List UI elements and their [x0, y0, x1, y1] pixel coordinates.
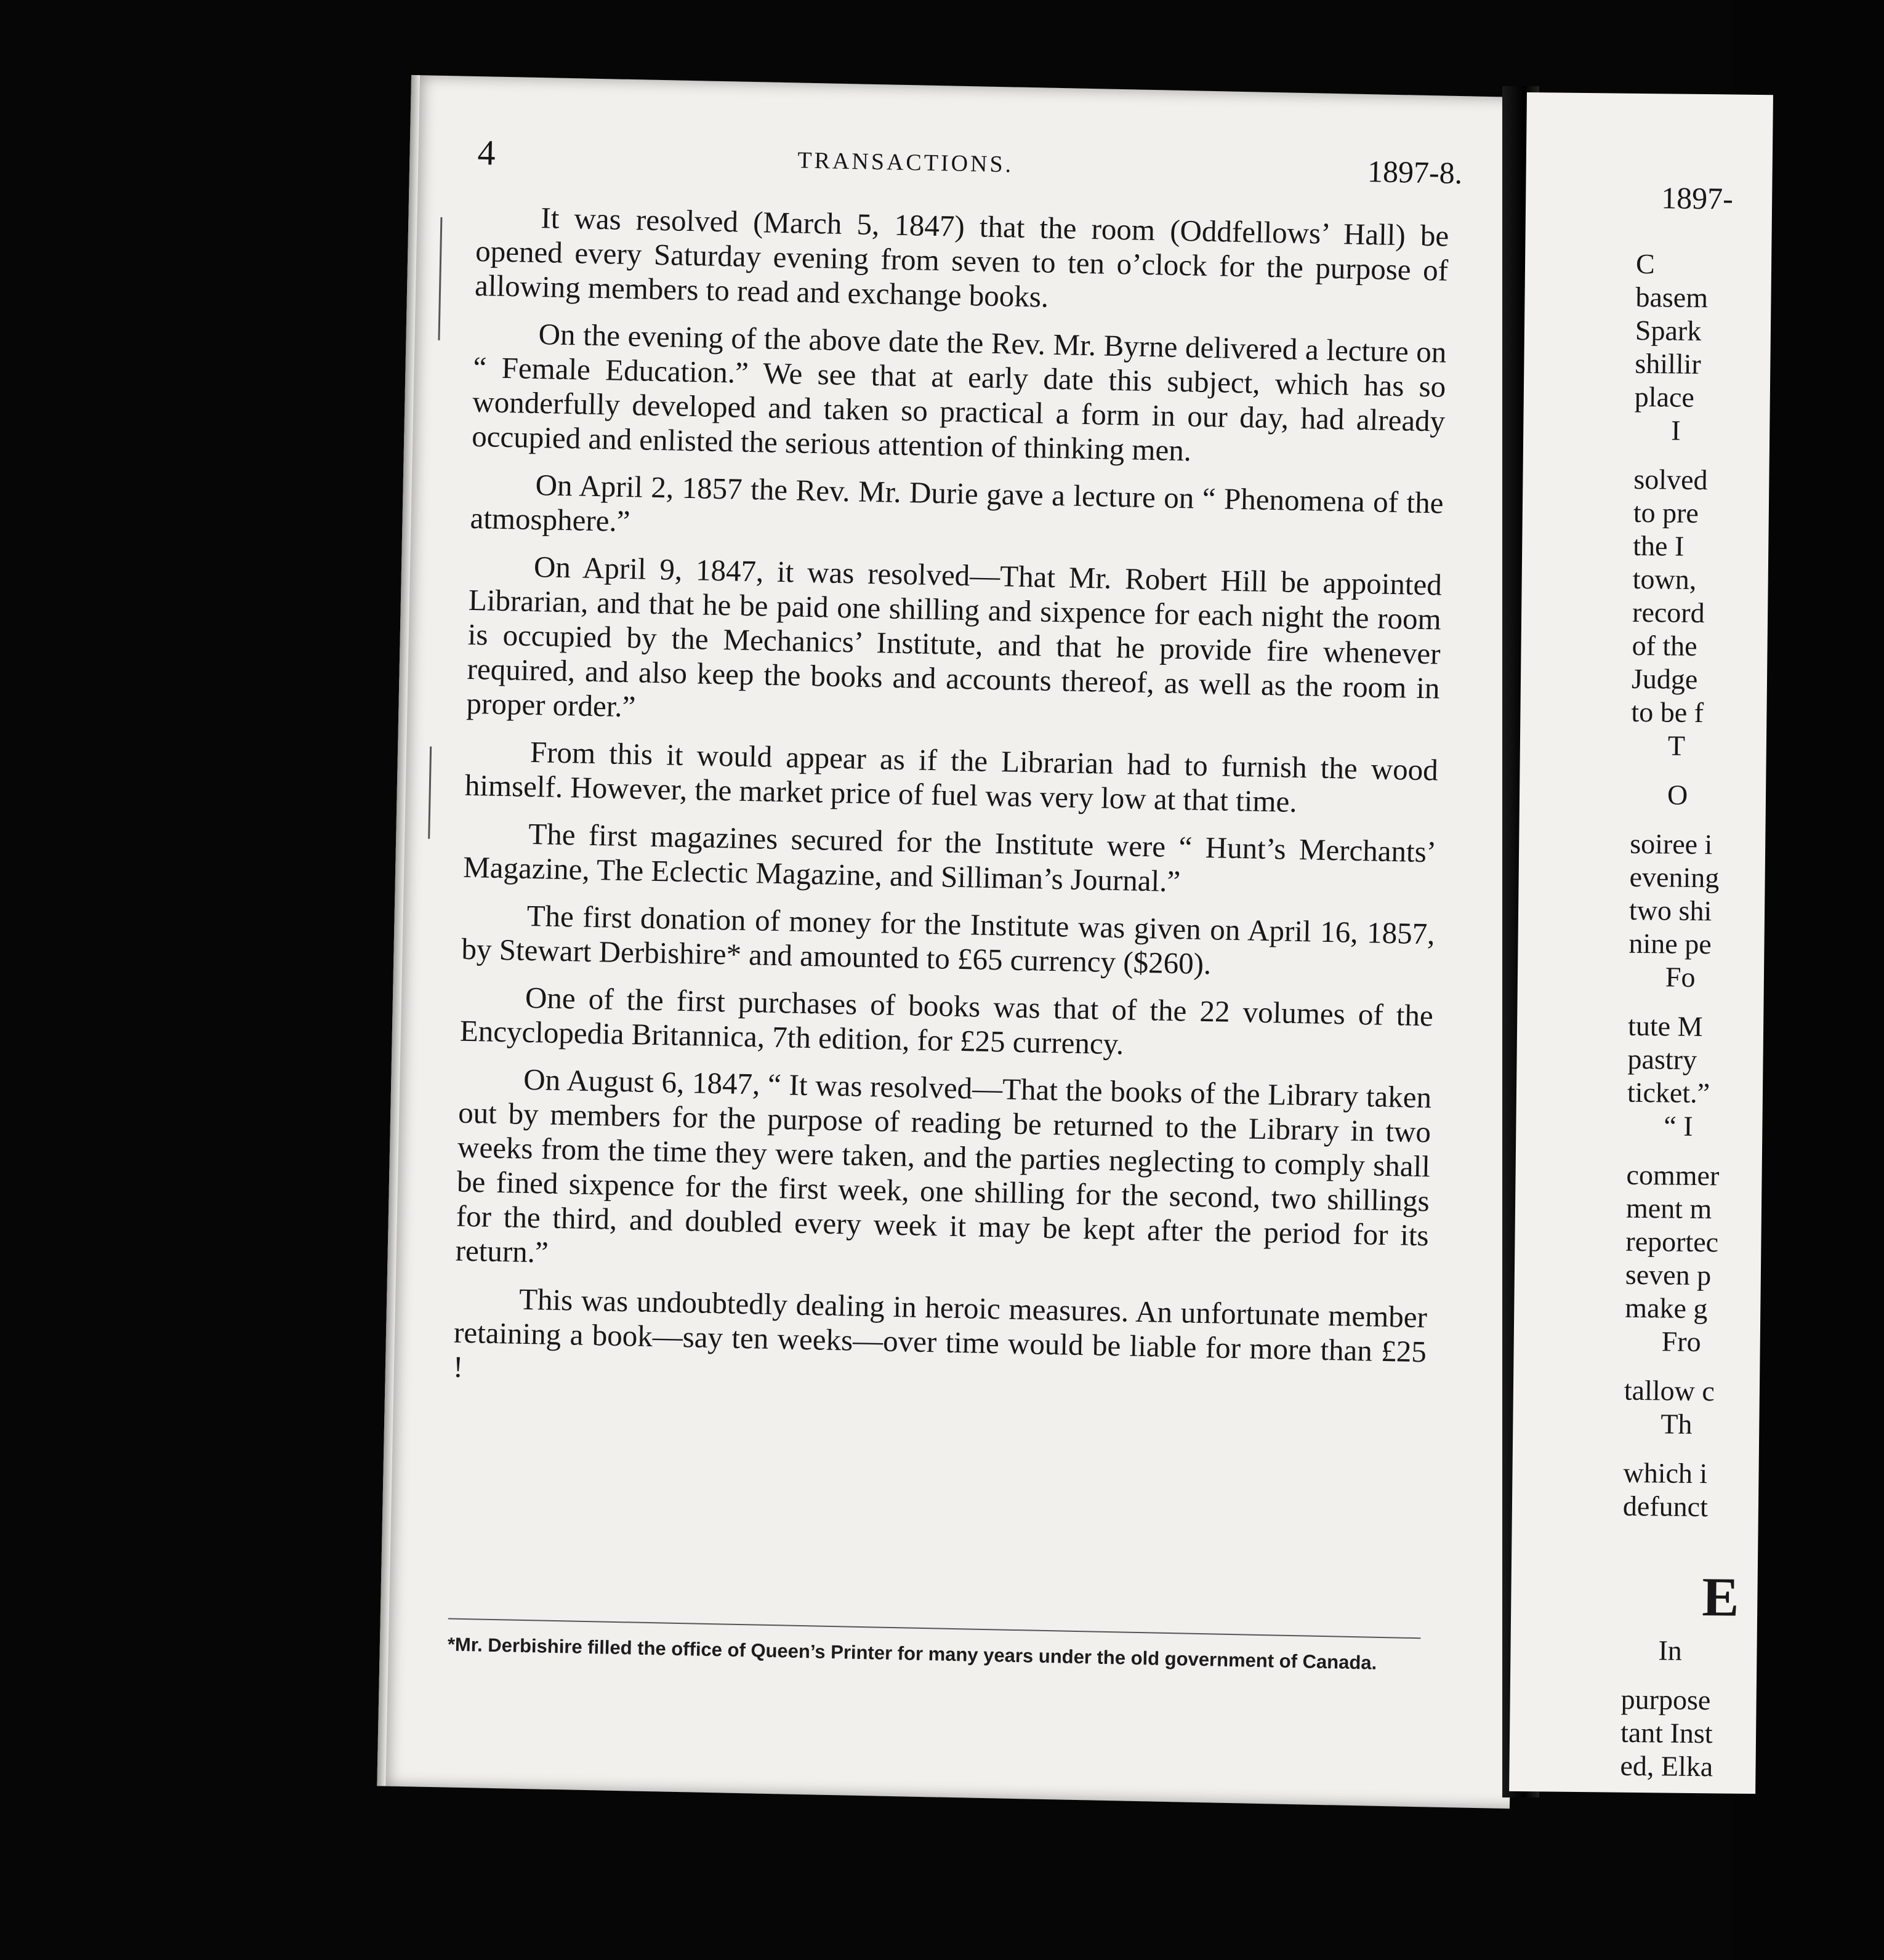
paragraph: On August 6, 1847, “ It was resolved—That the books of the Library taken out by members for the purpose of reading be returned to the Library in two weeks from the time they were taken, and the parties neglecting to comply shall be fined sixpence for the first week, one shilling for the second, two shillings for the third, and doubled every week it may be kept after the period for its return.”: [455, 1062, 1432, 1269]
right-page-line: make g: [1625, 1291, 1708, 1325]
right-page-line: soiree i: [1629, 827, 1713, 861]
right-page-line: Th: [1661, 1408, 1693, 1440]
right-page-line: seven p: [1625, 1258, 1712, 1291]
right-page-line: record: [1632, 596, 1705, 629]
paragraph: On April 2, 1857 the Rev. Mr. Durie gave a lecture on “ Phenomena of the atmosphere.”: [470, 468, 1444, 539]
paragraph: The first magazines secured for the Institute were “ Hunt’s Merchants’ Magazine, The Eclectic Magazine, and Silliman’s Journal.”: [462, 816, 1437, 899]
right-page-line: two shi: [1628, 894, 1712, 927]
right-page-line: ment m: [1625, 1192, 1712, 1225]
right-page-heading: E: [1701, 1567, 1739, 1628]
right-page-line: of the: [1632, 629, 1697, 662]
right-page-line: Fo: [1665, 961, 1696, 993]
margin-mark: [428, 747, 432, 839]
paragraph: From this it would appear as if the Librarian had to furnish the wood himself. However, the market price of fuel was very low at that time.: [464, 734, 1439, 819]
body-text: [453, 199, 1449, 1416]
right-page-line: commer: [1626, 1159, 1720, 1192]
right-page-line: shillir: [1635, 347, 1702, 380]
running-year: 1897-8.: [1367, 154, 1463, 191]
paragraph: One of the first purchases of books was that of the 22 volumes of the Encyclopedia Britannica, 7th edition, for £25 currency.: [459, 980, 1434, 1061]
page-number: 4: [477, 132, 496, 173]
right-page-line: “ I: [1664, 1110, 1693, 1142]
right-page-line: C: [1635, 247, 1656, 280]
right-page-line: tute M: [1627, 1010, 1703, 1043]
right-page-line: pastry: [1627, 1043, 1697, 1075]
right-page-line: solved: [1633, 463, 1708, 496]
running-title: TRANSACTIONS.: [797, 147, 1014, 178]
right-page-text: [1620, 247, 1882, 1785]
right-running-year: 1897-: [1661, 180, 1734, 216]
margin-mark: [438, 217, 442, 340]
right-page-line: ticket.”: [1627, 1076, 1710, 1109]
left-page: [377, 75, 1544, 1809]
right-page-line: to pre: [1633, 496, 1699, 529]
right-page-line: tant Inst: [1620, 1716, 1713, 1749]
running-head: [477, 132, 1463, 195]
footnote: *Mr. Derbishire filled the office of Queen’s Printer for many years under the old government of Canada.: [447, 1633, 1377, 1674]
right-page-line: T: [1667, 729, 1686, 761]
right-page-line: purpose: [1620, 1683, 1711, 1716]
right-page-line: defunct: [1622, 1490, 1709, 1523]
right-page-line: Judge: [1631, 662, 1698, 695]
right-page-line: the I: [1633, 529, 1685, 562]
right-page-line: Fro: [1661, 1325, 1701, 1358]
right-page-line: which i: [1623, 1456, 1708, 1490]
paragraph: On April 9, 1847, it was resolved—That Mr. Robert Hill be appointed Librarian, and that he be paid one shilling and sixpence for each night the room is occupied by the Mechanics’ Institute, and that he provide fire whenever required, and also keep the books and accounts thereof, as well as the room in proper order.”: [466, 549, 1443, 724]
right-page-line: ed, Elka: [1620, 1749, 1713, 1783]
right-page-line: In: [1658, 1634, 1683, 1666]
right-page-line: reportec: [1625, 1225, 1719, 1258]
paragraph: This was undoubtedly dealing in heroic measures. An unfortunate member retaining a book—say ten weeks—over time would be liable for more than £25 !: [453, 1282, 1428, 1384]
right-page-line: evening: [1629, 861, 1720, 894]
paragraph: The first donation of money for the Institute was given on April 16, 1857, by Stewart Derbishire* and amounted to £65 currency ($260).: [461, 898, 1435, 981]
right-page-line: Spark: [1635, 314, 1702, 347]
right-page-line: town,: [1632, 563, 1697, 595]
right-page-line: nine pe: [1628, 927, 1712, 960]
right-page-line: basem: [1635, 281, 1709, 314]
paragraph: It was resolved (March 5, 1847) that the room (Oddfellows’ Hall) be opened every Saturday evening from seven to ten o’clock for the purpose of allowing members to read and exchange books.: [474, 201, 1449, 314]
right-page-line: to be f: [1631, 696, 1704, 729]
right-page-line: place: [1634, 380, 1695, 413]
right-page-line: I: [1670, 414, 1681, 446]
right-page-line: O: [1667, 779, 1688, 811]
right-page-line: tallow c: [1624, 1374, 1715, 1407]
paragraph: On the evening of the above date the Rev. Mr. Byrne delivered a lecture on “ Female Education.” We see that at early date this subject, which has so wonderfully developed and taken so practical a form in our day, had already occupied and enlisted the serious attention of thinking men.: [471, 317, 1447, 468]
right-page-edge: [1509, 92, 1773, 1794]
